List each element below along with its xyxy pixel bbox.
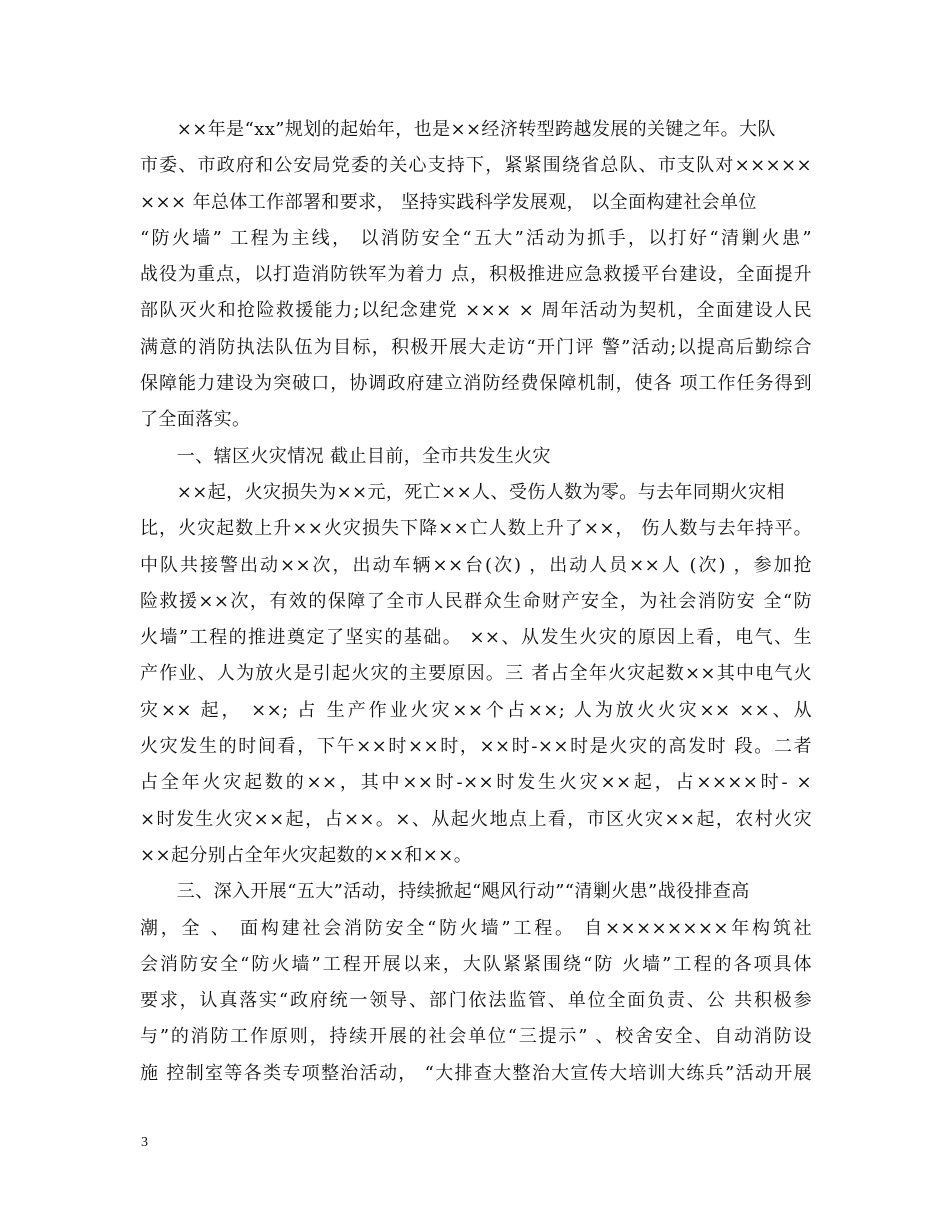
text-line: 会消防安全“防火墙”工程开展以来，大队紧紧围绕“防 火墙”工程的各项具体 — [140, 953, 812, 975]
text-line: 灾×× 起， ××; 占 生产作业火灾××个占××; 人为放火火灾×× ××、从 — [140, 699, 812, 721]
text-line: 要求，认真落实“政府统一领导、部门依法监管、单位全面负责、公 共积极参 — [140, 990, 812, 1012]
text-line: 战役为重点，以打造消防铁军为着力 点，积极推进应急救援平台建设，全面提升 — [140, 264, 812, 286]
text-line: “防火墙” 工程为主线， 以消防安全“五大”活动为抓手，以打好“清剿火患” — [140, 227, 812, 249]
text-line: 产作业、人为放火是引起火灾的主要原因。三 者占全年火灾起数××其中电气火 — [140, 663, 812, 685]
section-heading: 一、辖区火灾情况 截止目前，全市共发生火灾 — [140, 445, 551, 467]
text-line: 潮，全 、 面构建社会消防安全“防火墙”工程。 自××××××××年构筑社 — [140, 917, 812, 939]
text-line: 与”的消防工作原则，持续开展的社会单位“三提示” 、校舍安全、自动消防设 — [140, 1026, 812, 1048]
text-line: 部队灭火和抢险救援能力;以纪念建党 ××× × 周年活动为契机，全面建设人民 — [140, 300, 812, 322]
text-line: 火墙”工程的推进奠定了坚实的基础。 ××、从发生火灾的原因上看，电气、生 — [140, 627, 812, 649]
text-line: 满意的消防执法队伍为目标，积极开展大走访“开门评 警”活动;以提高后勤综合 — [140, 336, 812, 358]
text-line: 比，火灾起数上升××火灾损失下降××亡人数上升了××， 伤人数与去年持平。 — [140, 518, 812, 540]
text-line: ××年是“xx”规划的起始年，也是××经济转型跨越发展的关键之年。大队 — [140, 119, 776, 140]
page-number: 3 — [141, 1135, 148, 1150]
text-line: ××起分别占全年火灾起数的××和××。 — [140, 844, 473, 866]
section-heading: 三、深入开展“五大”活动，持续掀起“飓风行动”“清剿火患”战役排查高 — [140, 881, 750, 903]
text-line: ×时发生火灾××起，占××。×、从起火地点上看，市区火灾××起，农村火灾 — [140, 808, 812, 830]
text-line: 火灾发生的时间看，下午××时××时，××时-××时是火灾的高发时 段。二者 — [140, 736, 812, 758]
text-line: 中队共接警出动××次，出动车辆××台(次) ，出动人员××人 (次) ，参加抢 — [140, 554, 812, 576]
text-line: ××× 年总体工作部署和要求， 坚持实践科学发展观， 以全面构建社会单位 — [140, 191, 757, 213]
text-line: 险救援××次，有效的保障了全市人民群众生命财产安全，为社会消防安 全“防 — [140, 590, 812, 612]
text-line: 保障能力建设为突破口，协调政府建立消防经费保障机制，使各 项工作任务得到 — [140, 373, 812, 395]
text-line: 市委、市政府和公安局党委的关心支持下，紧紧围绕省总队、市支队对××××× — [140, 155, 812, 177]
body-text — [140, 112, 812, 1092]
text-line: 施 控制室等各类专项整治活动， “大排查大整治大宣传大培训大练兵”活动开展 — [140, 1062, 812, 1084]
text-line: ××起，火灾损失为××元，死亡××人、受伤人数为零。与去年同期火灾相 — [140, 481, 785, 503]
text-line: 占全年火灾起数的××，其中××时-××时发生火灾××起，占××××时- × — [140, 772, 812, 794]
text-line: 了全面落实。 — [140, 409, 251, 431]
